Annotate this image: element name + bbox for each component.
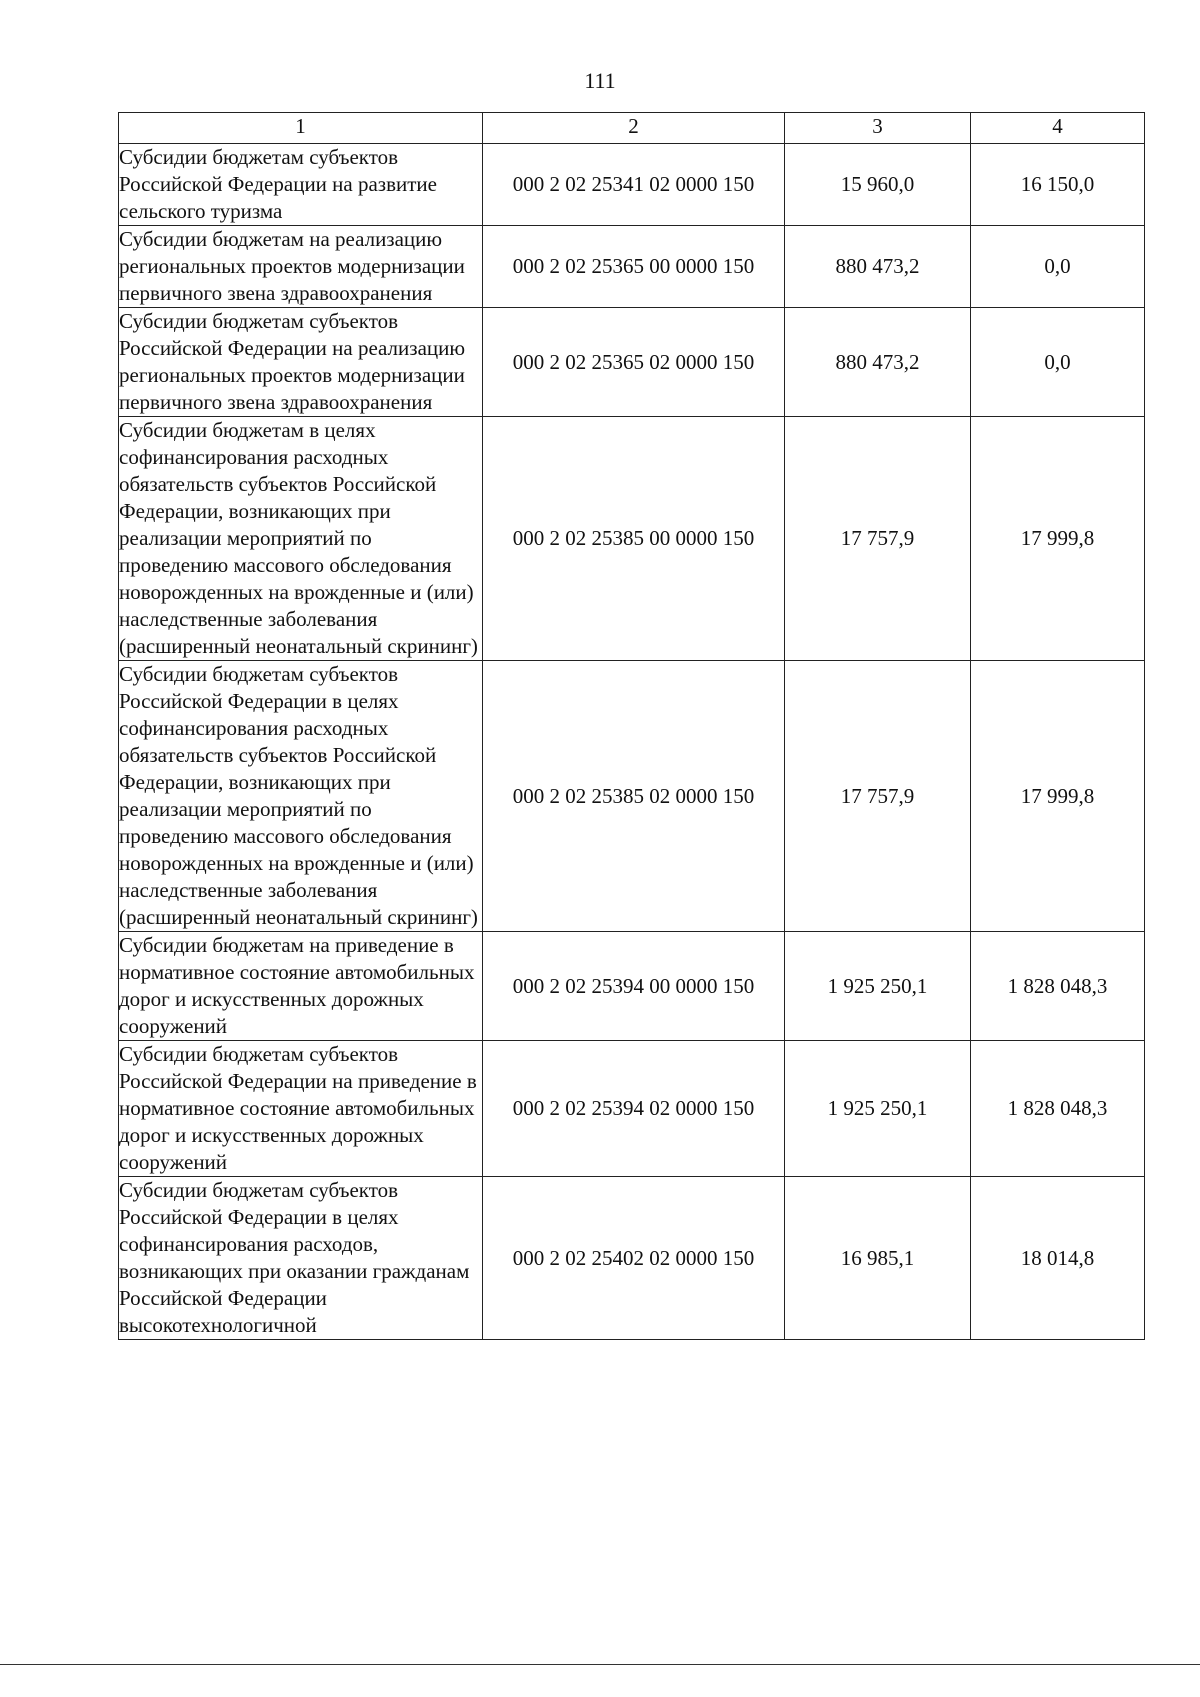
row-value-3-cell: 16 985,1 xyxy=(785,1177,971,1340)
row-value-4-cell: 16 150,0 xyxy=(971,144,1145,226)
row-value-3-cell: 17 757,9 xyxy=(785,417,971,661)
table-row xyxy=(119,661,1145,932)
table-row xyxy=(119,144,1145,226)
row-code-cell: 000 2 02 25385 00 0000 150 xyxy=(483,417,785,661)
row-value-4-cell: 0,0 xyxy=(971,308,1145,417)
row-name-cell: Субсидии бюджетам на реализацию региональных проектов модернизации первичного звена здравоохранения xyxy=(119,226,483,308)
row-name-cell: Субсидии бюджетам в целях софинансирования расходных обязательств субъектов Российской Федерации, возникающих при реализации мероприятий по проведению массового обследования новорожденных на врожденные и (или) наследственные заболевания (расширенный неонатальный скрининг) xyxy=(119,417,483,661)
table-row xyxy=(119,1041,1145,1177)
row-code-cell: 000 2 02 25394 00 0000 150 xyxy=(483,932,785,1041)
row-name-cell: Субсидии бюджетам субъектов Российской Федерации на реализацию региональных проектов модернизации первичного звена здравоохранения xyxy=(119,308,483,417)
column-header-4: 4 xyxy=(971,113,1145,144)
row-code-cell: 000 2 02 25365 02 0000 150 xyxy=(483,308,785,417)
row-value-3-cell: 880 473,2 xyxy=(785,226,971,308)
table-header-row xyxy=(119,113,1145,144)
row-name-cell: Субсидии бюджетам на приведение в нормативное состояние автомобильных дорог и искусственных дорожных сооружений xyxy=(119,932,483,1041)
row-code-cell: 000 2 02 25341 02 0000 150 xyxy=(483,144,785,226)
table-row xyxy=(119,417,1145,661)
row-name-cell: Субсидии бюджетам субъектов Российской Федерации в целях софинансирования расходов, возникающих при оказании гражданам Российской Федерации высокотехнологичной xyxy=(119,1177,483,1340)
column-header-3: 3 xyxy=(785,113,971,144)
column-header-2: 2 xyxy=(483,113,785,144)
row-value-4-cell: 1 828 048,3 xyxy=(971,1041,1145,1177)
table-row xyxy=(119,1177,1145,1340)
row-name-cell: Субсидии бюджетам субъектов Российской Федерации в целях софинансирования расходных обязательств субъектов Российской Федерации, возникающих при реализации мероприятий по проведению массового обследования новорожденных на врожденные и (или) наследственные заболевания (расширенный неонатальный скрининг) xyxy=(119,661,483,932)
row-name-cell: Субсидии бюджетам субъектов Российской Федерации на приведение в нормативное состояние автомобильных дорог и искусственных дорожных сооружений xyxy=(119,1041,483,1177)
row-value-4-cell: 17 999,8 xyxy=(971,417,1145,661)
row-name-cell: Субсидии бюджетам субъектов Российской Федерации на развитие сельского туризма xyxy=(119,144,483,226)
row-value-4-cell: 18 014,8 xyxy=(971,1177,1145,1340)
row-value-3-cell: 1 925 250,1 xyxy=(785,932,971,1041)
row-value-4-cell: 1 828 048,3 xyxy=(971,932,1145,1041)
row-code-cell: 000 2 02 25385 02 0000 150 xyxy=(483,661,785,932)
table-row xyxy=(119,932,1145,1041)
table-row xyxy=(119,308,1145,417)
row-value-3-cell: 15 960,0 xyxy=(785,144,971,226)
row-value-3-cell: 1 925 250,1 xyxy=(785,1041,971,1177)
bottom-divider xyxy=(0,1664,1200,1665)
row-value-3-cell: 880 473,2 xyxy=(785,308,971,417)
table-row xyxy=(119,226,1145,308)
column-header-1: 1 xyxy=(119,113,483,144)
row-value-4-cell: 17 999,8 xyxy=(971,661,1145,932)
budget-revenue-table xyxy=(118,112,1145,1340)
page-number: 111 xyxy=(584,68,616,93)
row-code-cell: 000 2 02 25394 02 0000 150 xyxy=(483,1041,785,1177)
row-code-cell: 000 2 02 25402 02 0000 150 xyxy=(483,1177,785,1340)
row-value-4-cell: 0,0 xyxy=(971,226,1145,308)
row-value-3-cell: 17 757,9 xyxy=(785,661,971,932)
row-code-cell: 000 2 02 25365 00 0000 150 xyxy=(483,226,785,308)
